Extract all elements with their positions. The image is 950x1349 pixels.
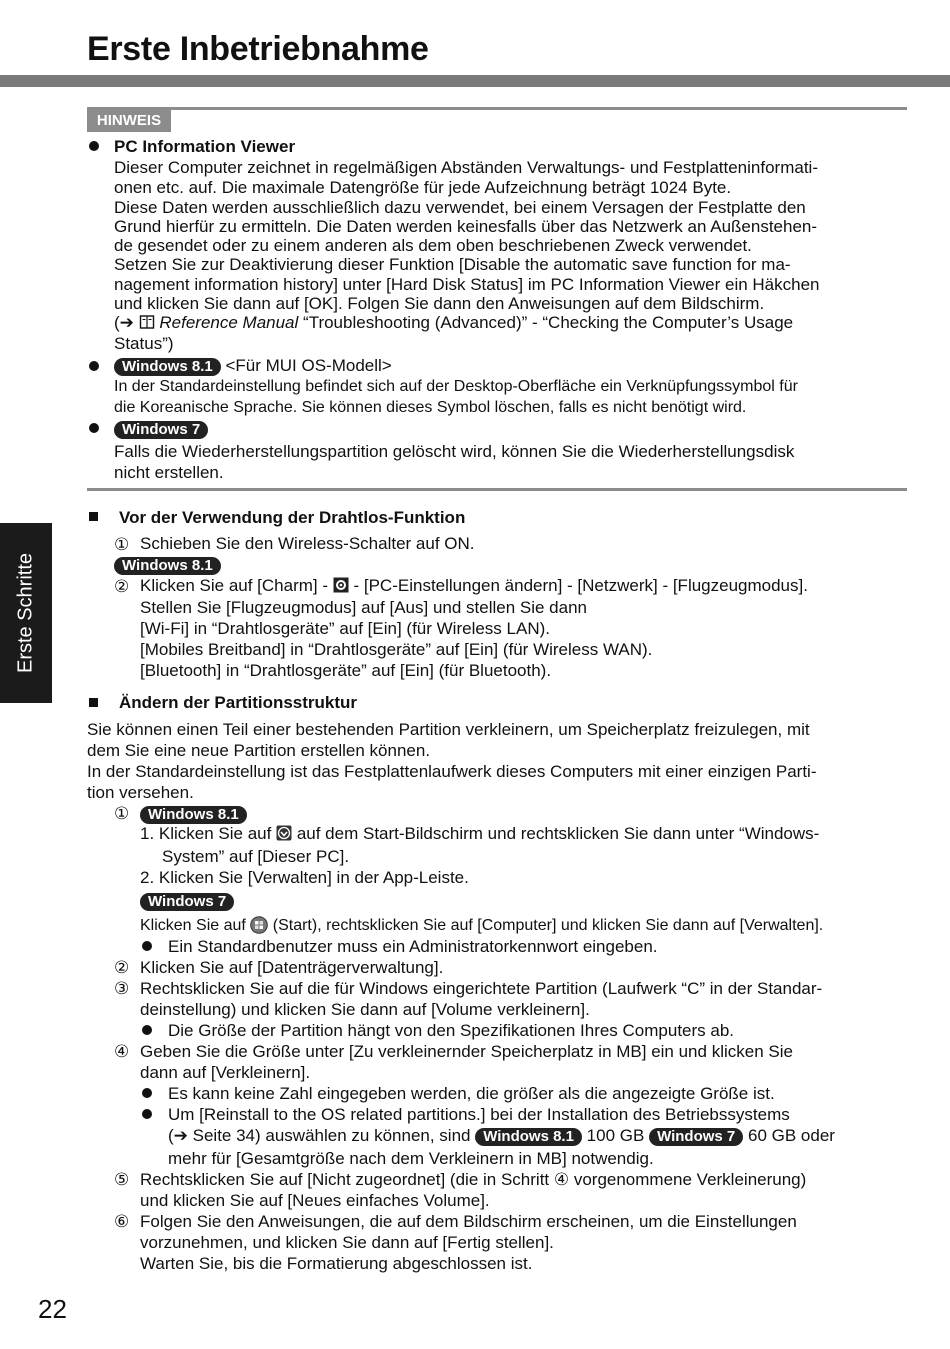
pc-info-line: nagement information history] unter [Hard Disk Status] im PC Information Viewer ein Häkchen — [114, 275, 820, 294]
partition-step-6-cont: vorzunehmen, und klicken Sie dann auf [Fertig stellen]. — [140, 1233, 554, 1252]
win81-text: In der Standardeinstellung befindet sich auf der Desktop-Oberfläche ein Verknüpfungssymbol für — [114, 378, 798, 395]
step-number: ① — [114, 535, 130, 555]
bullet — [142, 1109, 152, 1119]
partition-step-2: Klicken Sie auf [Datenträgerverwaltung]. — [140, 958, 444, 977]
partition-step-1-note: Ein Standardbenutzer muss ein Administratorkennwort eingeben. — [168, 937, 658, 956]
bullet — [89, 423, 99, 433]
s1-1b: auf dem Start-Bildschirm und rechtsklicken Sie dann unter “Windows- — [296, 824, 820, 843]
windows-7-badge: Windows 7 — [140, 893, 234, 911]
partition-badge-line — [140, 804, 247, 824]
pc-info-line: Diese Daten werden ausschließlich dazu verwendet, bei einem Versagen der Festplatte den — [114, 198, 806, 217]
pc-info-line: Setzen Sie zur Deaktivierung dieser Funktion [Disable the automatic save function for ma- — [114, 255, 791, 274]
windows-81-badge: Windows 8.1 — [114, 358, 221, 376]
partition-step-6-end: Warten Sie, bis die Formatierung abgeschlossen ist. — [140, 1254, 533, 1273]
section-marker — [89, 698, 98, 707]
windows-81-badge: Windows 8.1 — [114, 557, 221, 575]
step-number: ② — [114, 958, 130, 978]
s4-b2b: (➔ Seite 34) auswählen zu können, sind — [168, 1126, 471, 1145]
page-number: 22 — [38, 1294, 67, 1324]
step2-text-a: Klicken Sie auf [Charm] - — [140, 576, 329, 595]
windows-7-badge: Windows 7 — [114, 421, 208, 439]
partition-step-1-1-cont: System” auf [Dieser PC]. — [162, 847, 350, 866]
note-top-rule — [87, 107, 907, 110]
pc-info-heading: PC Information Viewer — [114, 137, 296, 156]
s4-b2d: 60 GB oder — [748, 1126, 835, 1145]
down-arrow-icon — [276, 825, 292, 841]
wireless-line: [Mobiles Breitband] in “Drahtlosgeräte” auf [Ein] (für Wireless WAN). — [140, 640, 653, 659]
partition-step-1-2: 2. Klicken Sie [Verwalten] in der App-Leiste. — [140, 868, 469, 887]
windows-81-badge: Windows 8.1 — [140, 806, 247, 824]
ref-manual: Reference Manual — [159, 313, 299, 332]
pc-info-line: Dieser Computer zeichnet in regelmäßigen Abständen Verwaltungs- und Festplatteninformati- — [114, 158, 818, 177]
wireless-line: Stellen Sie [Flugzeugmodus] auf [Aus] und stellen Sie dann — [140, 598, 588, 617]
reference-line — [114, 313, 793, 333]
pc-info-line: onen etc. auf. Die maximale Datengröße für jede Aufzeichnung beträgt 1024 Byte. — [114, 178, 732, 197]
partition-step-4-note-2-line — [168, 1126, 835, 1146]
section-marker — [89, 512, 98, 521]
partition-step-1-w7 — [140, 916, 823, 936]
partition-step-3-note: Die Größe der Partition hängt von den Spezifikationen Ihres Computers ab. — [168, 1021, 735, 1040]
manual-icon — [139, 314, 155, 330]
start-orb-icon — [250, 916, 268, 934]
step-number: ③ — [114, 979, 130, 999]
wireless-step-1: Schieben Sie den Wireless-Schalter auf ON. — [140, 534, 475, 553]
partition-step-1-1 — [140, 824, 819, 844]
s1-w7b: (Start), rechtsklicken Sie auf [Computer] und klicken Sie dann auf [Verwalten]. — [272, 917, 824, 934]
note-label: HINWEIS — [87, 110, 171, 132]
pc-info-line: de gesendet oder zu einem anderen als dem oben beschriebenen Zweck verwendet. — [114, 236, 752, 255]
step-number: ② — [114, 577, 130, 597]
page-title: Erste Inbetriebnahme — [87, 30, 429, 68]
partition-step-3-cont: deinstellung) und klicken Sie dann auf [Volume verkleinern]. — [140, 1000, 590, 1019]
bullet — [142, 1025, 152, 1035]
win7-text: nicht erstellen. — [114, 463, 224, 482]
note-bottom-rule — [87, 488, 907, 491]
ref-prefix: (➔ — [114, 313, 134, 332]
partition-heading: Ändern der Partitionsstruktur — [119, 693, 358, 712]
step-number: ⑤ — [114, 1170, 130, 1190]
win81-line — [114, 356, 392, 376]
win81-text: die Koreanische Sprache. Sie können dieses Symbol löschen, falls es nicht benötigt wird. — [114, 399, 747, 416]
win81-suffix: <Für MUI OS-Modell> — [225, 356, 392, 375]
wireless-line: [Bluetooth] in “Drahtlosgeräte” auf [Ein] (für Bluetooth). — [140, 661, 552, 680]
bullet — [142, 941, 152, 951]
s1-w7a: Klicken Sie auf — [140, 917, 246, 934]
partition-step-4: Geben Sie die Größe unter [Zu verkleinernder Speicherplatz in MB] ein und klicken Sie — [140, 1042, 793, 1061]
step-number: ① — [114, 804, 130, 824]
windows-81-badge: Windows 8.1 — [475, 1128, 582, 1146]
partition-step-5: Rechtsklicken Sie auf [Nicht zugeordnet] (die in Schritt ④ vorgenommene Verkleinerung) — [140, 1170, 807, 1189]
partition-intro: dem Sie eine neue Partition erstellen können. — [87, 741, 431, 760]
header-bar — [0, 75, 950, 87]
partition-step-4-cont: dann auf [Verkleinern]. — [140, 1063, 311, 1082]
win7-text: Falls die Wiederherstellungspartition gelöscht wird, können Sie die Wiederherstellungsdisk — [114, 442, 795, 461]
side-tab-label: Erste Schritte — [14, 552, 37, 674]
wireless-line: [Wi-Fi] in “Drahtlosgeräte” auf [Ein] (für Wireless LAN). — [140, 619, 550, 638]
wireless-badge-line — [114, 555, 221, 575]
side-tab — [0, 523, 52, 703]
partition-step-4-note-1: Es kann keine Zahl eingegeben werden, die größer als die angezeigte Größe ist. — [168, 1084, 775, 1103]
partition-badge7-line — [140, 891, 234, 911]
step-number: ⑥ — [114, 1212, 130, 1232]
partition-step-3: Rechtsklicken Sie auf die für Windows eingerichtete Partition (Laufwerk “C” in der Standar- — [140, 979, 823, 998]
s1-1a: 1. Klicken Sie auf — [140, 824, 272, 843]
step-number: ④ — [114, 1042, 130, 1062]
wireless-heading: Vor der Verwendung der Drahtlos-Funktion — [119, 508, 466, 527]
wireless-step-2 — [140, 576, 808, 596]
reference-end: Status”) — [114, 334, 174, 353]
partition-step-5-cont: und klicken Sie auf [Neues einfaches Volume]. — [140, 1191, 490, 1210]
bullet — [142, 1088, 152, 1098]
win7-line — [114, 419, 208, 439]
pc-info-line: und klicken Sie dann auf [OK]. Folgen Sie dann den Anweisungen auf dem Bildschirm. — [114, 294, 765, 313]
bullet — [89, 361, 99, 371]
windows-7-badge: Windows 7 — [649, 1128, 743, 1146]
partition-step-6: Folgen Sie den Anweisungen, die auf dem Bildschirm erscheinen, um die Einstellungen — [140, 1212, 797, 1231]
partition-step-4-note-2: Um [Reinstall to the OS related partitions.] bei der Installation des Betriebssystems — [168, 1105, 790, 1124]
ref-rest: “Troubleshooting (Advanced)” - “Checking the Computer’s Usage — [303, 313, 794, 332]
step2-text-b: - [PC-Einstellungen ändern] - [Netzwerk] - [Flugzeugmodus]. — [353, 576, 808, 595]
s4-b2c: 100 GB — [586, 1126, 645, 1145]
partition-intro: In der Standardeinstellung ist das Festplattenlaufwerk dieses Computers mit einer einzigen Parti- — [87, 762, 817, 781]
partition-step-4-note-2-end: mehr für [Gesamtgröße nach dem Verkleinern in MB] notwendig. — [168, 1149, 654, 1168]
partition-intro: tion versehen. — [87, 783, 194, 802]
pc-info-line: Grund hierfür zu ermitteln. Die Daten werden keinesfalls über das Netzwerk an Außenstehen- — [114, 217, 818, 236]
bullet — [89, 141, 99, 151]
partition-intro: Sie können einen Teil einer bestehenden Partition verkleinern, um Speicherplatz freizulegen, mit — [87, 720, 810, 739]
settings-gear-icon — [333, 577, 349, 593]
